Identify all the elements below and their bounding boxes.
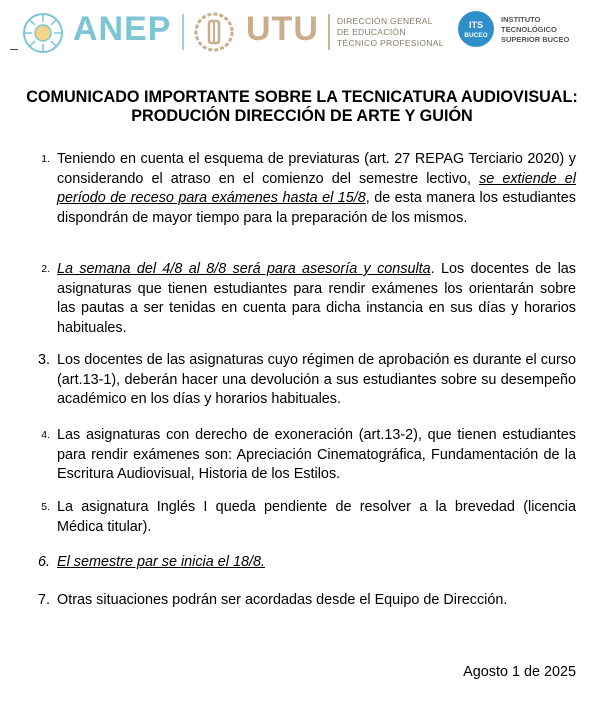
- document-date: Agosto 1 de 2025: [463, 664, 576, 680]
- document-title: COMUNICADO IMPORTANTE SOBRE LA TECNICATURA AUDIOVISUAL: PRODUCIÓN DIRECCIÓN DE ARTE Y GUIÓN: [26, 88, 578, 125]
- instituto-line: INSTITUTO: [501, 15, 541, 24]
- instituto-text: [501, 15, 569, 45]
- direccion-line: DE EDUCACIÓN: [337, 27, 406, 37]
- item-emphasis: El semestre par se inicia el 18/8.: [57, 554, 265, 570]
- uruguay-seal-icon: [22, 12, 64, 54]
- utu-emblem-icon: [193, 11, 235, 53]
- svg-text:BUCEO: BUCEO: [464, 32, 488, 39]
- logo-divider: [182, 14, 184, 50]
- logo-divider: [328, 14, 330, 50]
- list-number: 6.: [37, 554, 50, 570]
- direccion-line: TÉCNICO PROFESIONAL: [337, 38, 444, 48]
- list-number: 5.: [41, 501, 50, 513]
- instituto-line: TECNOLÓGICO: [501, 25, 557, 34]
- item-text: , de esta manera los estudiantes dispondrán de mayor tiempo para la preparación de los mismos.: [57, 190, 576, 226]
- item-text: Teniendo en cuenta el esquema de previaturas (art. 27 REPAG Terciario 2020) y considerando el atraso en el comienzo del semestre lectivo,: [57, 151, 576, 187]
- its-buceo-logo-icon: [458, 11, 494, 47]
- header-mark: [10, 49, 18, 50]
- list-item: Los docentes de las asignaturas cuyo régimen de aprobación es durante el curso (art.13-1), deberán hacer una devolución a sus estudiantes sobre su desempeño académico en los días y horarios habituales.: [57, 352, 576, 407]
- list-item: [57, 553, 576, 573]
- list-number: 1.: [41, 153, 50, 165]
- list-item: Otras situaciones podrán ser acordadas desde el Equipo de Dirección.: [57, 592, 508, 608]
- list-item: La asignatura Inglés I queda pendiente de resolver a la brevedad (licencia Médica titular).: [57, 499, 576, 535]
- list-item: [57, 260, 576, 338]
- list-number: 3.: [37, 352, 50, 368]
- list-number: 7.: [37, 592, 50, 608]
- letterhead: [0, 0, 604, 62]
- list-item: Las asignaturas con derecho de exoneración (art.13-2), que tienen estudiantes para rendir exámenes son: Apreciación Cinematográfica, Fundamentación de la Escritura Audiovisual, Historia de los Estilos.: [57, 427, 576, 482]
- list-number: 4.: [41, 429, 50, 441]
- svg-text:ITS: ITS: [468, 20, 484, 30]
- item-emphasis: se extiende el período de receso para exámenes hasta el 15/8: [57, 170, 576, 206]
- list-number: 2.: [41, 263, 50, 275]
- anep-logo-text: ANEP: [73, 10, 172, 48]
- utu-logo-text: UTU: [246, 10, 319, 48]
- item-text: . Los docentes de las asignaturas que tienen estudiantes para rendir exámenes los orientarán sobre las pautas a ser tenidas en cuenta para dicha instancia en sus días y horarios habituales.: [57, 261, 576, 336]
- instituto-line: SUPERIOR BUCEO: [501, 35, 570, 44]
- list-item: [57, 150, 576, 228]
- direccion-general-text: [337, 16, 444, 49]
- direccion-line: DIRECCIÓN GENERAL: [337, 16, 433, 26]
- item-emphasis: La semana del 4/8 al 8/8 será para asesoría y consulta: [57, 261, 431, 277]
